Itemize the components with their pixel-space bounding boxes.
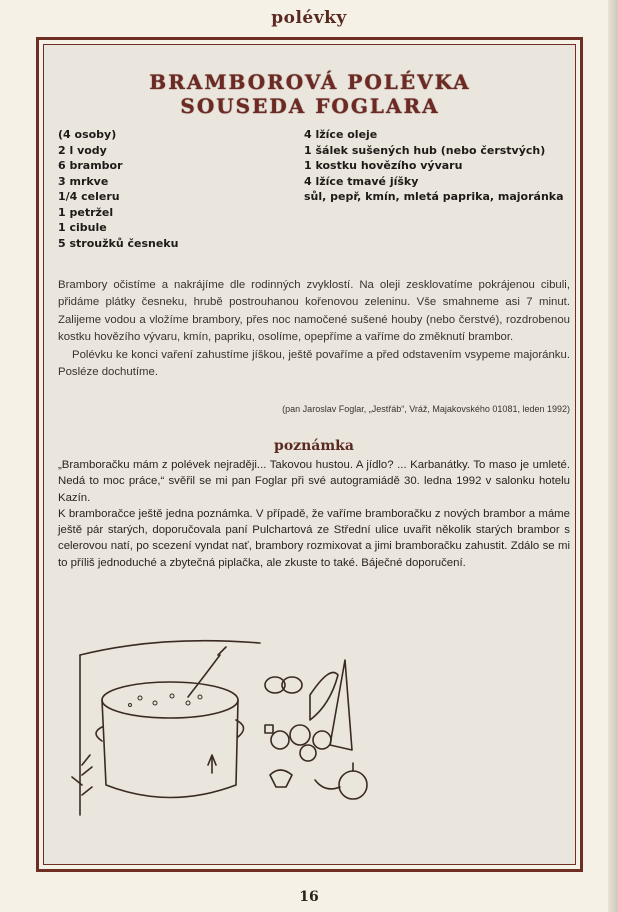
ingredients-left-list xyxy=(58,127,288,251)
ingredient-item: 1 šálek sušených hub (nebo čerstvých) xyxy=(304,143,546,157)
ingredient-item: sůl, pepř, kmín, mletá paprika, majoránka xyxy=(304,190,564,203)
ingredient-item: 4 lžíce oleje xyxy=(304,128,378,141)
parsley-root-icon xyxy=(330,660,352,750)
recipe-title-line2: SOUSEDA FOGLARA xyxy=(180,94,440,118)
vegetables xyxy=(265,660,367,799)
note-heading: poznámka xyxy=(274,438,354,454)
potato-icon xyxy=(313,731,331,749)
note-body xyxy=(58,457,570,571)
pot-rim xyxy=(102,682,238,718)
note-paragraph-2: K bramboračce ještě jedna poznámka. V případě, že vaříme bramboračku z nových brambor a máme ještě pár starých, doporučovala paní Pulchartová ze Střední ulice uvařit několik starých brambor s celerovou natí, po scezení vyndat nať, brambory rozmixovat a jimi bramboračku zahustit. Zdálo se mi to příliš jednoduché a zbytečná piplačka, ale zkuste to také. Báječné doporučení. xyxy=(58,507,570,569)
ladle-handle xyxy=(188,655,220,697)
herb-sprig-icon xyxy=(72,755,92,795)
onion-icon xyxy=(339,771,367,799)
ingredient-item: 5 stroužků česneku xyxy=(58,236,179,250)
section-header: polévky xyxy=(271,8,347,28)
mushroom-icon xyxy=(270,770,292,787)
recipe-title-line1: BRAMBOROVÁ POLÉVKA xyxy=(149,70,471,94)
ingredient-item: 1/4 celeru xyxy=(58,190,120,203)
page-number: 16 xyxy=(299,889,319,905)
recipe-method xyxy=(58,277,570,381)
method-paragraph-2: Polévku ke konci vaření zahustíme jíškou, ještě povaříme a před odstavením vsypeme majoránku. Posléze dochutíme. xyxy=(58,348,570,379)
ingredient-item: 1 kostku hovězího vývaru xyxy=(304,159,463,172)
method-paragraph-1: Brambory očistíme a nakrájíme dle rodinných zvyklostí. Na oleji zesklovatíme pokrájenou cibuli, přidáme plátky česneku, hrubě postrouhanou kořenovou zeleninu. Vše smahneme asi 7 minut. Zalijeme vodou a vložíme brambory, přes noc namočené sušené houby (nebo čerstvé), rozdrobenou kostku hovězího vývaru, kmín, papriku, osolíme, opepříme a vaříme do změknutí brambor. xyxy=(58,279,570,344)
stove-line xyxy=(80,641,260,655)
pot-body xyxy=(102,700,238,798)
pot-handle-left xyxy=(96,727,102,741)
soup-pot-illustration xyxy=(60,615,380,840)
soup-texture xyxy=(129,694,203,707)
page-edge xyxy=(608,0,618,912)
note-paragraph-1: „Bramboračku mám z polévek nejraději... Takovou hustou. A jídlo? ... Karbanátky. To maso je umleté. Nedá to moc práce,“ svěřil se mi pan Foglar při své autogramiádě 30. ledna 1992 v salonku hotelu Kazín. xyxy=(58,459,570,504)
ladle-top xyxy=(218,647,226,655)
potato-icon xyxy=(271,731,289,749)
ingredients-right-list xyxy=(304,127,574,205)
cube-icon xyxy=(265,725,273,733)
carrot-icon xyxy=(310,673,338,721)
ingredient-item: 2 l vody xyxy=(58,143,107,157)
recipe-source: (pan Jaroslav Foglar, „Jestřáb“, Vráž, Majakovského 01081, leden 1992) xyxy=(282,404,570,414)
ingredient-item: (4 osoby) xyxy=(58,128,117,141)
ingredient-item: 1 petržel xyxy=(58,205,114,219)
ingredient-item: 3 mrkve xyxy=(58,174,109,188)
pot-emblem xyxy=(208,755,216,773)
ingredient-item: 4 lžíce tmavé jíšky xyxy=(304,174,419,188)
potato-icon xyxy=(300,745,316,761)
ingredient-item: 6 brambor xyxy=(58,159,123,172)
parsley-leaf-icon xyxy=(315,780,340,789)
potato-icon xyxy=(290,725,310,745)
ingredient-item: 1 cibule xyxy=(58,221,107,234)
